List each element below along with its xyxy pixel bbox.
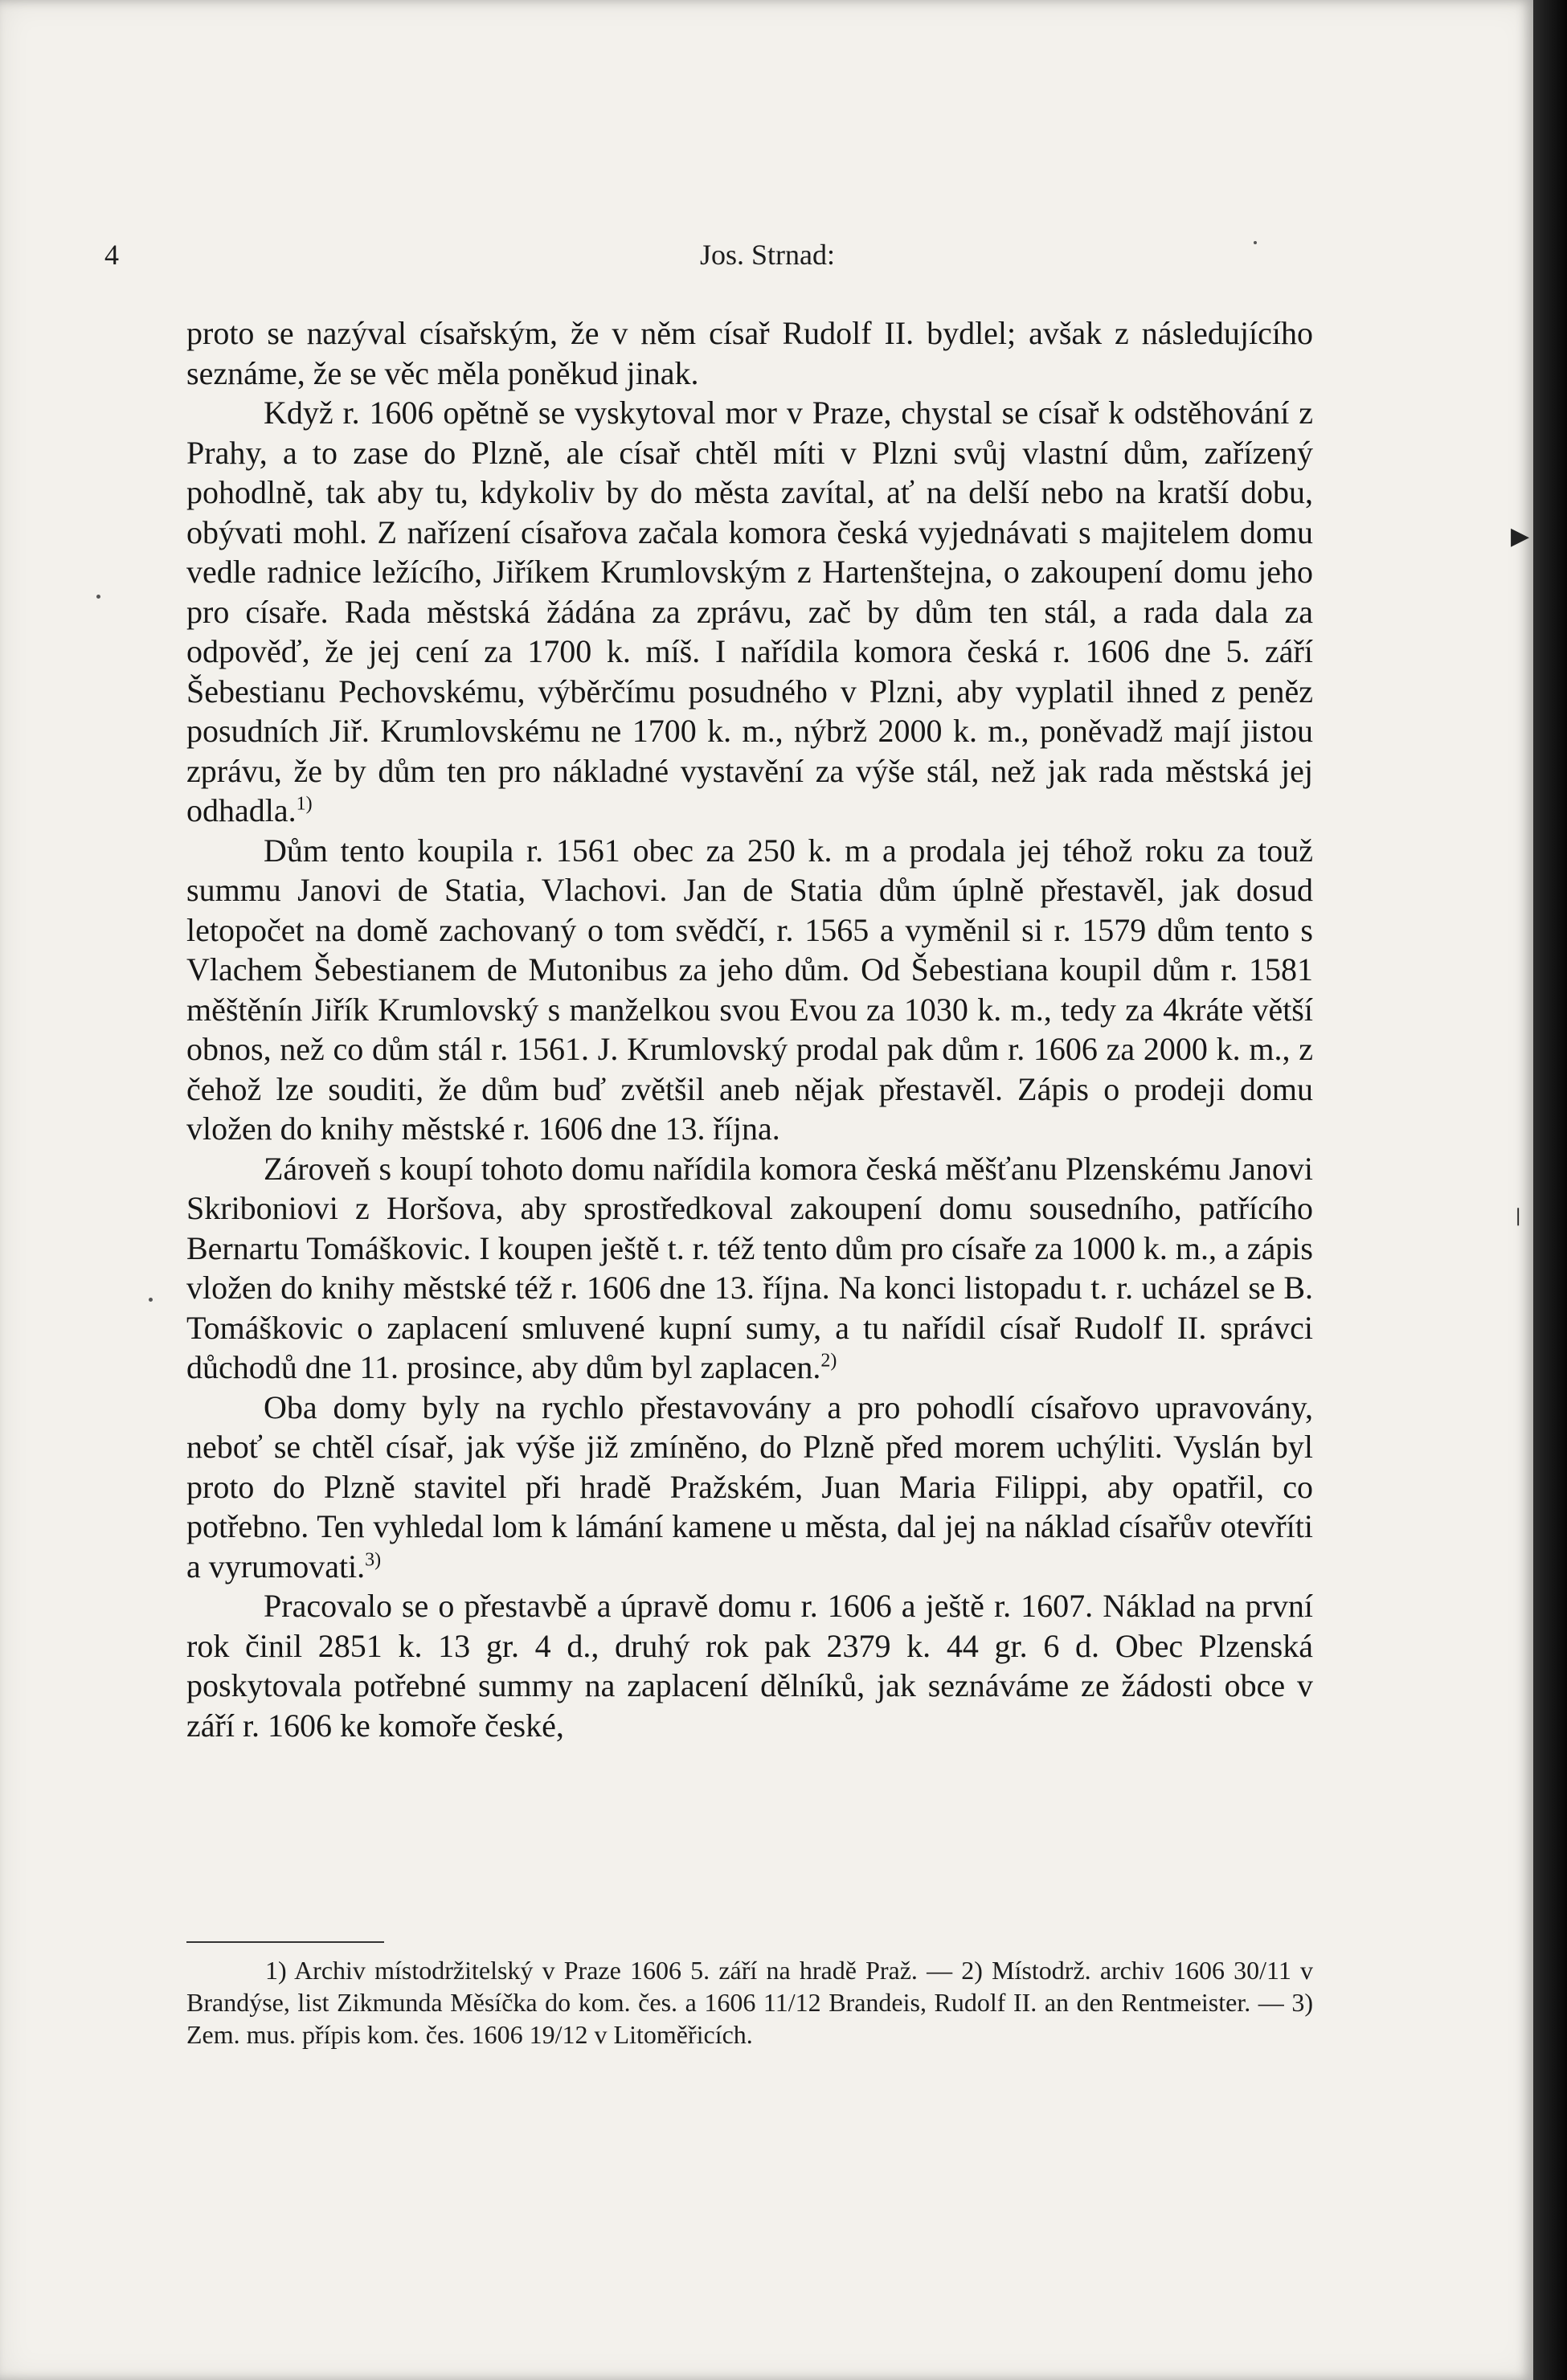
footnote-divider xyxy=(186,1941,384,1943)
footnote-ref-3: 3) xyxy=(365,1549,382,1571)
paragraph-2-text: Když r. 1606 opětně se vyskytoval mor v Praze, chystal se císař k odstěhování z Prahy, a to zase do Plzně, ale císař chtěl míti v Plzni svůj vlastní dům, zařízený pohodlně, tak aby tu, kdykoliv by do města zavítal, ať na delší nebo na kratší dobu, obývati mohl. Z nařízení císařova začala komora česká vyjednávati s majitelem domu vedle radnice ležícího, Jiříkem Krumlovským z Hartenštejna, o zakoupení domu jeho pro císaře. Rada městská žádána za zprávu, zač by dům ten stál, a rada dala za odpověď, že jej cení za 1700 k. míš. I nařídila komora česká r. 1606 dne 5. září Šebestianu Pechovskému, výběrčímu posudného v Plzni, aby vyplatil ihned z peněz posudních Jiř. Krumlovskému ne 1700 k. m., nýbrž 2000 k. m., poněvadž mají jistou zprávu, že by dům ten pro nákladné vystavění za výše stál, než jak rada městská jej odhadla. xyxy=(186,395,1313,828)
paper-speck xyxy=(1254,241,1257,244)
paper-speck xyxy=(149,1298,153,1302)
paragraph-4 xyxy=(186,1149,1313,1388)
paragraph-5-text: Oba domy byly na rychlo přestavovány a pro pohodlí císařovo upravovány, neboť se chtěl císař, jak výše již zmíněno, do Plzně před morem uchýliti. Vyslán byl proto do Plzně stavitel při hradě Pražském, Juan Maria Filippi, aby opatřil, co potřebno. Ten vyhledal lom k lámání kamene u města, dal jej na náklad císařův otevříti a vyrumovati. xyxy=(186,1388,1313,1585)
paragraph-2 xyxy=(186,393,1313,831)
paragraph-6 xyxy=(186,1586,1313,1745)
footnotes-text: 1) Archiv místodržitelský v Praze 1606 5. září na hradě Praž. — 2) Místodrž. archiv 1606 30/11 v Brandýse, list Zikmunda Měsíčka do kom. čes. a 1606 11/12 Brandeis, Rudolf II. an den Rentmeister. — 3) Zem. mus. přípis kom. čes. 1606 19/12 v Litoměřicích. xyxy=(186,1956,1313,2049)
paragraph-4-text: Zároveň s koupí tohoto domu nařídila komora česká měšťanu Plzenskému Janovi Skriboniovi z Horšova, aby sprostředkoval zakoupení domu sousedního, patřícího Bernartu Tomáškovic. I koupen ještě t. r. též tento dům pro císaře za 1000 k. m., a zápis vložen do knihy městské též r. 1606 dne 13. října. Na konci listopadu t. r. ucházel se B. Tomáškovic o zaplacení smluvené kupní sumy, a tu nařídil císař Rudolf II. správci důchodů dne 11. prosince, aby dům byl zaplacen. xyxy=(186,1150,1313,1385)
paper-speck xyxy=(96,595,100,599)
paragraph-3 xyxy=(186,831,1313,1149)
book-binding-edge xyxy=(1533,0,1567,2380)
footnote-ref-1: 1) xyxy=(296,793,313,815)
paragraph-5 xyxy=(186,1388,1313,1587)
page-number: 4 xyxy=(104,239,119,271)
paragraph-6-text: Pracovalo se o přestavbě a úpravě domu r. 1606 a ještě r. 1607. Náklad na první rok činil 2851 k. 13 gr. 4 d., druhý rok pak 2379 k. 44 gr. 6 d. Obec Plzenská poskytovala potřebné summy na zaplacení dělníků, jak seznáváme ze žádosti obce v září r. 1606 ke komoře české, xyxy=(186,1588,1313,1744)
paragraph-3-text: Dům tento koupila r. 1561 obec za 250 k. m a prodala jej téhož roku za touž summu Janovi de Statia, Vlachovi. Jan de Statia dům úplně přestavěl, jak dosud letopočet na domě zachovaný o tom svědčí, r. 1565 a vyměnil si r. 1579 dům tento s Vlachem Šebestianem de Mutonibus za jeho dům. Od Šebestiana koupil dům r. 1581 měštěnín Jiřík Krumlovský s manželkou svou Evou za 1030 k. m., tedy za 4kráte větší obnos, než co dům stál r. 1561. J. Krumlovský prodal pak dům r. 1606 za 2000 k. m., z čehož lze souditi, že dům buď zvětšil aneb nějak přestavěl. Zápis o prodeji domu vložen do knihy městské r. 1606 dne 13. října. xyxy=(186,832,1313,1147)
page-header xyxy=(104,238,1430,283)
paragraph-1-text: proto se nazýval císařským, že v něm císař Rudolf II. bydlel; avšak z následujícího seznáme, že se věc měla poněkud jinak. xyxy=(186,315,1313,391)
paragraph-1 xyxy=(186,313,1313,393)
footnote-ref-2: 2) xyxy=(820,1350,837,1372)
margin-tick-mark: ❘ xyxy=(1511,1205,1526,1225)
margin-triangle-mark: ▶ xyxy=(1511,523,1530,550)
running-head: Jos. Strnad: xyxy=(699,239,835,271)
footnotes xyxy=(186,1954,1313,2051)
body-text xyxy=(186,313,1313,1745)
